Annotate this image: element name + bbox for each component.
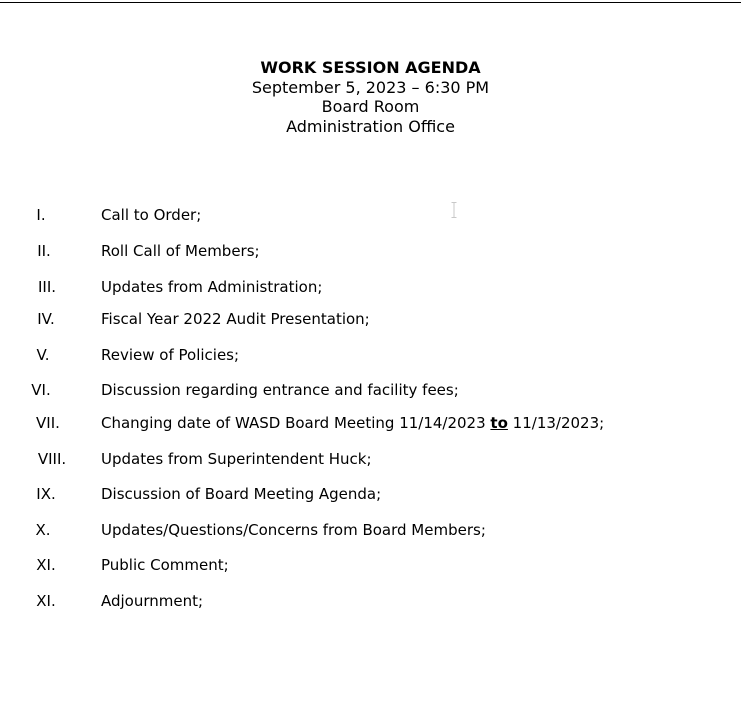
item-text: Updates from Administration; bbox=[101, 278, 323, 296]
item-number: V. bbox=[36, 346, 50, 364]
agenda-header bbox=[0, 58, 741, 136]
item-text: Public Comment; bbox=[101, 556, 229, 574]
item-text-emphasis: to bbox=[490, 414, 508, 432]
item-text: Review of Policies; bbox=[101, 346, 240, 364]
item-number: IX. bbox=[36, 485, 56, 503]
item-text-before: Changing date of WASD Board Meeting 11/14/2023 bbox=[101, 414, 491, 432]
item-number: XI. bbox=[36, 592, 56, 610]
top-border-line bbox=[0, 2, 741, 3]
item-text: Updates from Superintendent Huck; bbox=[101, 450, 372, 468]
item-text: Fiscal Year 2022 Audit Presentation; bbox=[101, 310, 370, 328]
item-text bbox=[101, 413, 604, 433]
item-text: Adjournment; bbox=[101, 592, 204, 610]
item-text: Roll Call of Members; bbox=[101, 242, 260, 260]
item-number: III. bbox=[37, 278, 57, 296]
item-text-after: 11/13/2023; bbox=[507, 414, 605, 432]
item-number: X. bbox=[35, 521, 51, 539]
item-number: VII. bbox=[36, 414, 60, 432]
item-number: VIII. bbox=[37, 450, 67, 468]
item-number: II. bbox=[37, 242, 51, 260]
text-cursor-icon bbox=[451, 202, 457, 218]
item-number: IV. bbox=[37, 310, 55, 328]
item-text: Discussion of Board Meeting Agenda; bbox=[101, 485, 382, 503]
meeting-date-time: September 5, 2023 – 6:30 PM bbox=[251, 77, 490, 97]
item-number: I. bbox=[36, 206, 46, 224]
item-text: Discussion regarding entrance and facility fees; bbox=[101, 381, 459, 399]
item-number: XI. bbox=[36, 556, 56, 574]
item-text: Updates/Questions/Concerns from Board Members; bbox=[101, 521, 486, 539]
item-text: Call to Order; bbox=[101, 206, 202, 224]
meeting-room: Board Room bbox=[321, 97, 420, 116]
agenda-title: WORK SESSION AGENDA bbox=[260, 58, 481, 77]
meeting-office: Administration Office bbox=[286, 116, 455, 136]
item-number: VI. bbox=[31, 381, 51, 399]
